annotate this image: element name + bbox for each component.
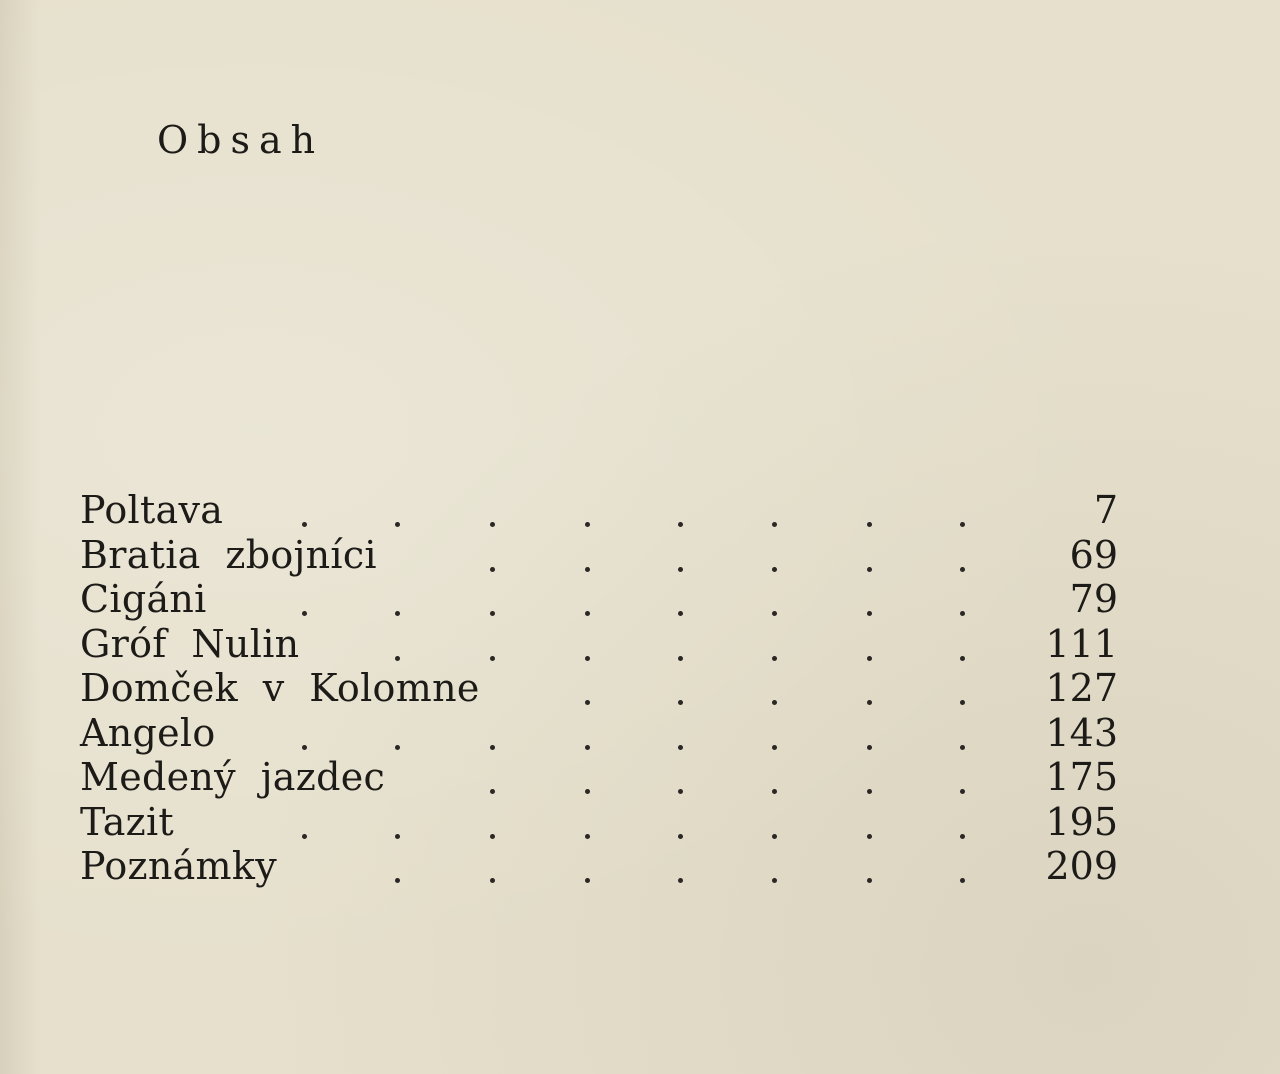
leader-dot: [395, 522, 400, 527]
leader-dot: [490, 789, 495, 794]
leader-dot: [395, 834, 400, 839]
leader-dot: [867, 745, 872, 750]
leader-dot: [302, 745, 307, 750]
leader-dot: [395, 611, 400, 616]
leader-dot: [585, 611, 590, 616]
toc-entry: [80, 755, 1120, 800]
leader-dot: [772, 700, 777, 705]
toc-entry-page: 175: [1045, 755, 1118, 799]
leader-dot: [960, 834, 965, 839]
leader-dot: [395, 656, 400, 661]
leader-dot: [772, 522, 777, 527]
table-of-contents: [80, 488, 1120, 889]
leader-dot: [960, 789, 965, 794]
page-heading: Obsah: [157, 118, 325, 162]
toc-entry-title: Poznámky: [80, 844, 277, 888]
toc-entry-page: 111: [1045, 621, 1118, 666]
leader-dot: [678, 611, 683, 616]
toc-entry: [80, 533, 1120, 578]
leader-dot: [772, 789, 777, 794]
leader-dot: [585, 834, 590, 839]
leader-dot: [867, 789, 872, 794]
toc-entry-page: 69: [1069, 532, 1118, 577]
leader-dot: [490, 834, 495, 839]
leader-dot: [867, 656, 872, 661]
leader-dot: [772, 745, 777, 750]
toc-entry: [80, 488, 1120, 533]
leader-dot: [867, 522, 872, 527]
dot-leader: [80, 622, 1040, 666]
toc-entry-page: 7: [1093, 488, 1118, 532]
leader-dot: [867, 567, 872, 572]
toc-entry: [80, 711, 1120, 756]
dot-leader: [80, 488, 1040, 532]
leader-dot: [678, 567, 683, 572]
leader-dot: [490, 878, 495, 883]
leader-dot: [960, 878, 965, 883]
leader-dot: [395, 745, 400, 750]
toc-entry-title: Angelo: [80, 710, 216, 755]
leader-dot: [960, 611, 965, 616]
leader-dot: [302, 611, 307, 616]
leader-dot: [867, 834, 872, 839]
toc-entry: [80, 844, 1120, 889]
leader-dot: [772, 878, 777, 883]
leader-dot: [490, 567, 495, 572]
leader-dot: [867, 611, 872, 616]
dot-leader: [80, 755, 1040, 799]
leader-dot: [772, 834, 777, 839]
leader-dot: [585, 789, 590, 794]
leader-dot: [678, 745, 683, 750]
leader-dot: [490, 656, 495, 661]
leader-dot: [960, 656, 965, 661]
leader-dot: [678, 656, 683, 661]
dot-leader: [80, 666, 1040, 710]
leader-dot: [960, 745, 965, 750]
leader-dot: [302, 522, 307, 527]
leader-dot: [678, 789, 683, 794]
leader-dot: [585, 745, 590, 750]
toc-entry: [80, 800, 1120, 845]
leader-dot: [960, 567, 965, 572]
toc-entry-title: Cigáni: [80, 577, 207, 621]
leader-dot: [772, 567, 777, 572]
leader-dot: [585, 522, 590, 527]
leader-dot: [395, 878, 400, 883]
leader-dot: [678, 878, 683, 883]
toc-entry: [80, 577, 1120, 622]
toc-entry-page: 209: [1045, 844, 1118, 888]
toc-entry-title: Poltava: [80, 488, 224, 532]
leader-dot: [772, 656, 777, 661]
toc-entry-page: 143: [1045, 710, 1118, 755]
leader-dot: [490, 611, 495, 616]
toc-entry-page: 79: [1069, 577, 1118, 621]
leader-dot: [585, 878, 590, 883]
leader-dot: [585, 700, 590, 705]
leader-dot: [772, 611, 777, 616]
leader-dot: [678, 834, 683, 839]
toc-entry-title: Gróf Nulin: [80, 621, 300, 666]
toc-entry: [80, 622, 1120, 667]
dot-leader: [80, 533, 1040, 577]
toc-entry-title: Bratia zbojníci: [80, 532, 377, 577]
leader-dot: [678, 522, 683, 527]
toc-entry-title: Domček v Kolomne: [80, 666, 480, 710]
leader-dot: [585, 567, 590, 572]
leader-dot: [678, 700, 683, 705]
leader-dot: [960, 522, 965, 527]
leader-dot: [490, 522, 495, 527]
leader-dot: [960, 700, 965, 705]
leader-dot: [867, 700, 872, 705]
dot-leader: [80, 844, 1040, 888]
dot-leader: [80, 800, 1040, 844]
leader-dot: [585, 656, 590, 661]
toc-entry-title: Medený jazdec: [80, 755, 386, 799]
dot-leader: [80, 711, 1040, 755]
toc-entry: [80, 666, 1120, 711]
dot-leader: [80, 577, 1040, 621]
toc-entry-page: 127: [1045, 666, 1118, 710]
toc-entry-page: 195: [1045, 799, 1118, 844]
leader-dot: [867, 878, 872, 883]
leader-dot: [302, 834, 307, 839]
toc-entry-title: Tazit: [80, 799, 174, 844]
leader-dot: [490, 745, 495, 750]
